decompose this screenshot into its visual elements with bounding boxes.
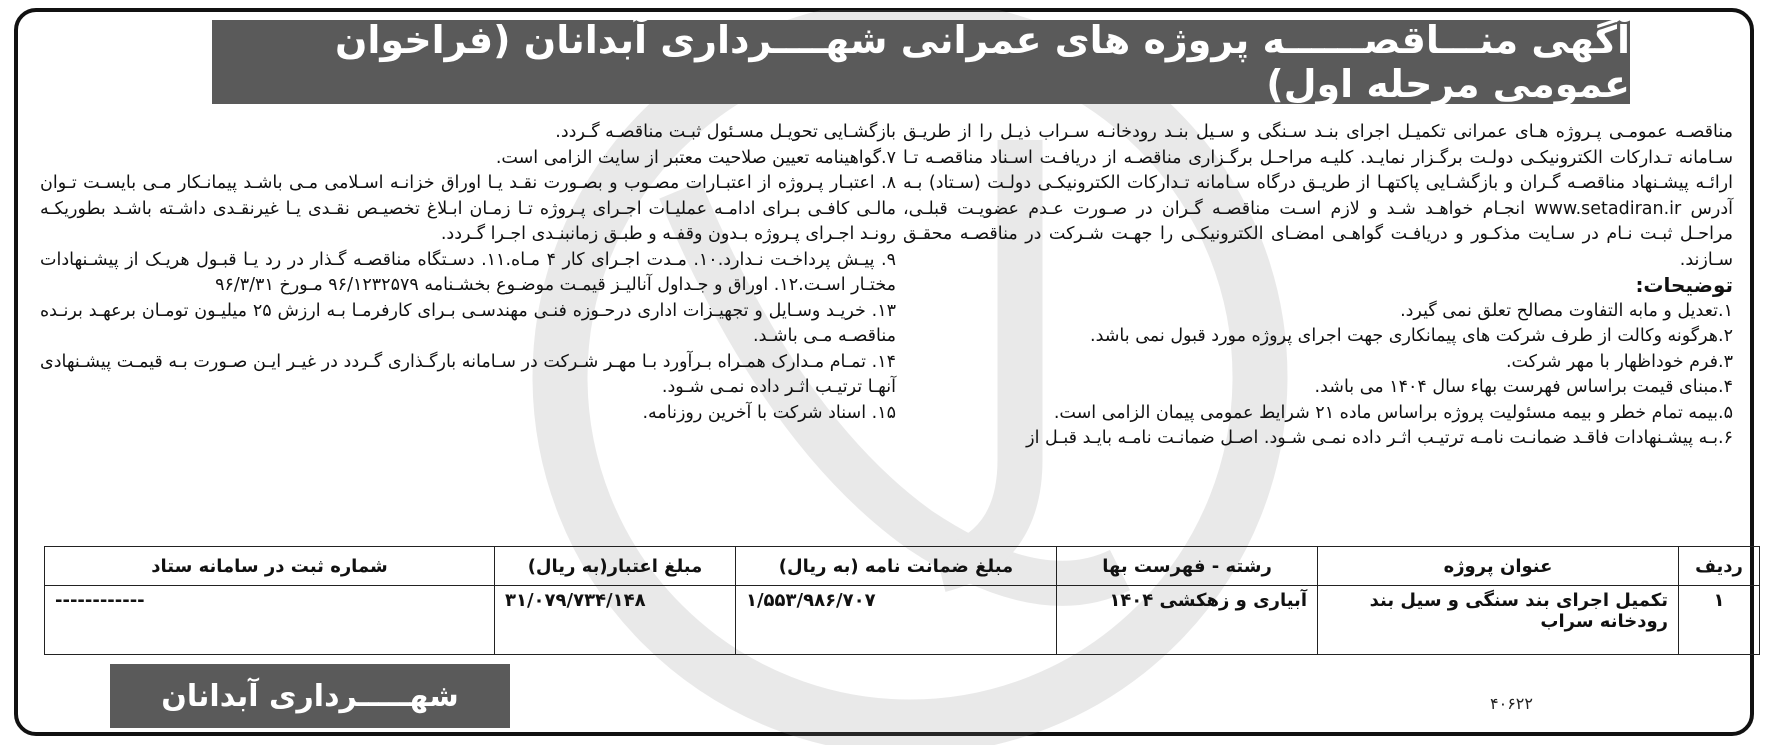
- note-item: ۳.فرم خوداظهار با مهر شرکت.: [1505, 351, 1733, 372]
- row-number: ۱: [1679, 586, 1760, 655]
- ad-code: ۴۰۶۲۲: [1490, 694, 1533, 713]
- note-item: ۲.هرگونه وکالت از طرف شرکت های پیمانکاری جهت اجرای پروژه مورد قبول نمی باشد.: [1090, 326, 1733, 346]
- note-item: ۸. اعتبـار پـروژه از اعتبـارات مصـوب و بصـورت نقـد یـا اوراق خزانـه اسـلامی مـی باشـد پیمانـکار مـی بایسـت تـوان مالـی کافـی بـرای ادامـه عملیـات اجـرای پـروژه تـا زمـان ابـلاغ تخصیـص نقـدی یـا غیرنقـدی داشـته باشـد بطوریکـه رونـد اجـرای پـروژه بـدون وقفـه و طبـق زمانبنـدی اجـرا گـردد.: [40, 173, 896, 244]
- notice-body-right: [903, 120, 1733, 452]
- projects-table: [44, 546, 1760, 655]
- notice-body-left: [40, 120, 896, 426]
- note-item: ۴.مبنای قیمت براساس فهرست بهاء سال ۱۴۰۴ می باشد.: [1314, 377, 1733, 397]
- page-title: آگهی منـــاقصــــــه پروژه های عمرانی شهــــرداری آبدانان (فراخوان عمومی مرحله اول): [212, 20, 1630, 104]
- note-item: ۱۳. خریـد وسـایل و تجهیـزات اداری درحـوزه فنـی مهندسـی بـرای کارفرمـا بـه ارزش ۲۵ میلیـون تومـان برعهـد برنـده مناقصـه مـی باشـد.: [40, 300, 896, 346]
- municipality-name: شهـــــرداری آبدانان: [110, 664, 510, 728]
- note-item: ۵.بیمه تمام خطر و بیمه مسئولیت پروژه براساس ماده ۲۱ شرایط عمومی پیمان الزامی است.: [1053, 402, 1733, 423]
- note-item: ۹. پیـش پرداخـت نـدارد.۱۰. مـدت اجـرای کار ۴ مـاه.۱۱. دسـتگاه مناقصـه گـذار در رد یـا قبـول هریـک از پیشـنهادات مختـار اسـت.۱۲. اوراق و جـداول آنالیـز قیمـت موضـوع بخشـنامه ۹۶/۱۲۳۲۵۷۹ مـورخ ۹۶/۳/۳۱: [40, 249, 896, 295]
- column-header: مبلغ اعتبار(به ریال): [495, 547, 736, 586]
- notes-heading: توضیحات:: [1635, 273, 1733, 297]
- column-header: عنوان پروژه: [1318, 547, 1679, 586]
- note-item: ۱۵. اسناد شرکت با آخرین روزنامه.: [642, 402, 896, 423]
- intro-paragraph: مناقصـه عمومـی پـروژه هـای عمرانی تکمیـل اجرای بنـد سـنگی و سـیل بنـد رودخانـه سـراب ذیـل را از طریـق سـامانه تـدارکات الکترونیکـی دولـت برگـزار نمایـد. کلیـه مراحـل برگـزاری مناقصـه از دریافـت اسـناد مناقصـه تـا ارائـه پیشـنهاد مناقصـه گـران و بازگشـایی پاکتهـا از طریـق درگاه سـامانه تـدارکات الکترونیکـی دولـت (سـتاد) بـه آدرس www.setadiran.ir انجـام خواهـد شـد و لازم اسـت مناقصـه گـران در صـورت عـدم عضویـت قبلـی، مراحـل ثبـت نـام در سـایت مذکـور و دریافـت گواهـی امضـای الکترونیکـی را جهـت شـرکت در مناقصـه محقـق سـازند.: [903, 122, 1733, 270]
- note-item: ۱.تعدیل و مابه التفاوت مصالح تعلق نمی گیرد.: [1400, 300, 1733, 321]
- column-header: رشته - فهرست بها: [1057, 547, 1318, 586]
- table-header-row: [45, 547, 1760, 586]
- column-header: ردیف: [1679, 547, 1760, 586]
- note-item: ۷.گواهینامه تعیین صلاحیت معتبر از سایت الزامی است.: [495, 147, 896, 168]
- price-list: آبیاری و زهکشی ۱۴۰۴: [1057, 586, 1318, 655]
- setad-registration-number: ------------: [45, 586, 495, 655]
- note-item: بازگشـایی تحویـل مسـئول ثبـت مناقصـه گـردد.: [555, 122, 896, 142]
- column-header: شماره ثبت در سامانه ستاد: [45, 547, 495, 586]
- guarantee-amount: ۱/۵۵۳/۹۸۶/۷۰۷: [736, 586, 1057, 655]
- table-row: [45, 586, 1760, 655]
- column-header: مبلغ ضمانت نامه (به ریال): [736, 547, 1057, 586]
- note-item: ۱۴. تمـام مـدارک همـراه بـرآورد بـا مهـر شـرکت در سـامانه بارگـذاری گـردد در غیـر ایـن صـورت بـه قیمـت پیشـنهادی آنهـا ترتیـب اثـر داده نمـی شـود.: [40, 351, 896, 397]
- credit-amount: ۳۱/۰۷۹/۷۳۴/۱۴۸: [495, 586, 736, 655]
- note-item: ۶.بـه پیشـنهادات فاقـد ضمانـت نامـه ترتیـب اثـر داده نمـی شـود. اصـل ضمانـت نامـه بایـد قبـل از: [1026, 428, 1733, 448]
- project-title: تکمیل اجرای بند سنگی و سیل بند رودخانه سراب: [1318, 586, 1679, 655]
